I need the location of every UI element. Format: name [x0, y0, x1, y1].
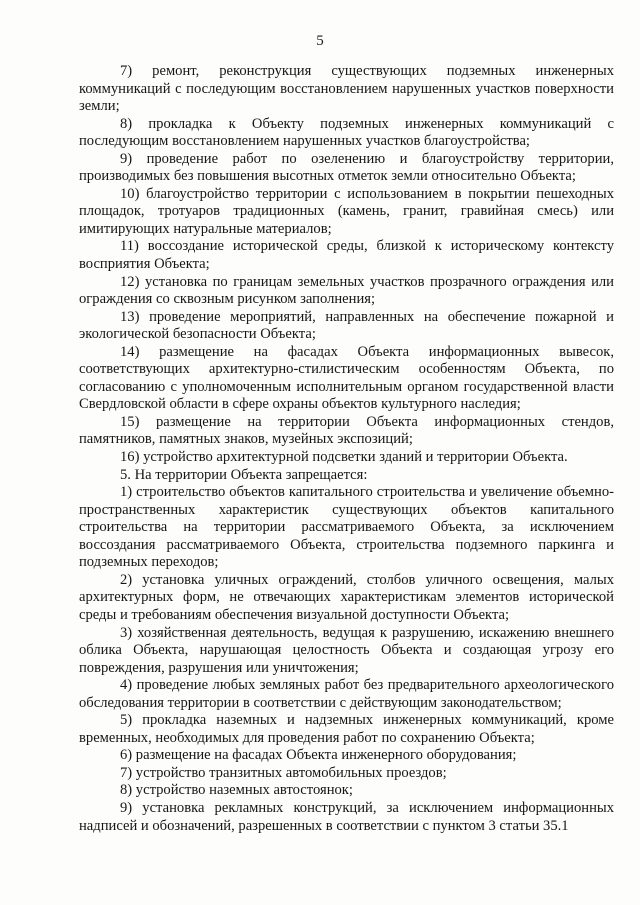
list-item: 2) установка уличных ограждений, столбов уличного освещения, малых архитектурных форм, не отвечающих характеристикам элементов исторической среды и требованиям обеспечения визуальной доступности Объекта; — [79, 571, 614, 623]
list-item: 11) воссоздание исторической среды, близкой к историческому контексту восприятия Объекта; — [79, 238, 614, 273]
list-item: 1) строительство объектов капитального строительства и увеличение объемно-пространственных характеристик существующих объектов капитального строительства на территории рассматриваемого Объекта, за исключением воссоздания рассматриваемого Объекта, строительства подземного паркинга и подземных переходов; — [79, 484, 614, 571]
list-item: 8) устройство наземных автостоянок; — [120, 782, 353, 799]
list-item: 13) проведение мероприятий, направленных на обеспечение пожарной и экологической безопасности Объекта; — [79, 308, 614, 343]
list-item: 12) установка по границам земельных участков прозрачного ограждения или ограждения со сквозным рисунком заполнения; — [79, 273, 614, 308]
list-item: 8) прокладка к Объекту подземных инженерных коммуникаций с последующим восстановлением нарушенных участков благоустройства; — [79, 115, 614, 150]
list-item: 15) размещение на территории Объекта информационных стендов, памятников, памятных знаков, музейных экспозиций; — [79, 413, 614, 448]
list-item: 4) проведение любых земляных работ без предварительного археологического обследования территории в соответствии с действующим законодательством; — [79, 677, 614, 711]
list-item: 10) благоустройство территории с использованием в покрытии пешеходных площадок, тротуаров традиционных (камень, гранит, гравийная смесь) или имитирующих натуральные материалов; — [79, 185, 614, 237]
list-item: 9) проведение работ по озеленению и благоустройству территории, производимых без повышения высотных отметок земли относительно Объекта; — [79, 150, 614, 185]
list-item: 7) ремонт, реконструкция существующих подземных инженерных коммуникаций с последующим восстановлением нарушенных участков поверхности земли; — [79, 63, 614, 115]
list-item: 7) устройство транзитных автомобильных проездов; — [120, 764, 447, 781]
page-number: 5 — [316, 33, 324, 49]
section-heading: 5. На территории Объекта запрещается: — [120, 466, 368, 483]
document-body — [79, 63, 614, 835]
list-item: 3) хозяйственная деятельность, ведущая к разрушению, искажению внешнего облика Объекта, нарушающая целостность Объекта и создающая угрозу его повреждения, разрушения или уничтожения; — [79, 624, 614, 676]
list-item: 6) размещение на фасадах Объекта инженерного оборудования; — [120, 747, 517, 764]
list-item: 16) устройство архитектурной подсветки зданий и территории Объекта. — [120, 449, 568, 466]
list-item: 14) размещение на фасадах Объекта информационных вывесок, соответствующих архитектурно-стилистическим особенностям Объекта, по согласованию с уполномоченным исполнительным органом государственной власти Свердловской области в сфере охраны объектов культурного наследия; — [79, 343, 614, 413]
list-item: 5) прокладка наземных и надземных инженерных коммуникаций, кроме временных, необходимых для проведения работ по сохранению Объекта; — [79, 712, 614, 746]
list-item: 9) установка рекламных конструкций, за исключением информационных надписей и обозначений, разрешенных в соответствии с пунктом 3 статьи 35.1 — [79, 799, 614, 834]
